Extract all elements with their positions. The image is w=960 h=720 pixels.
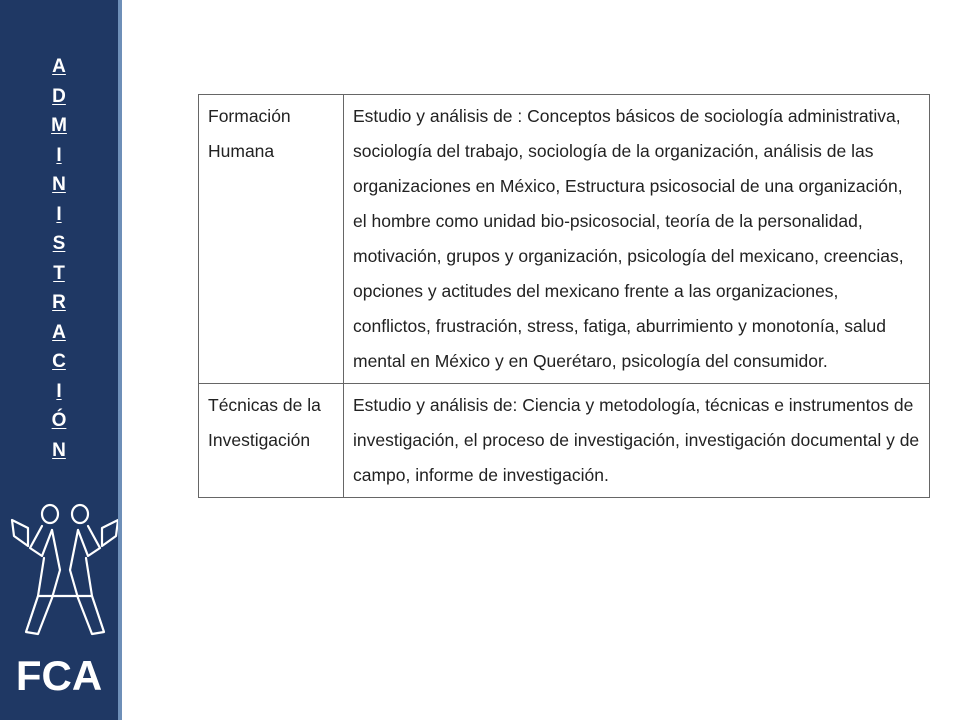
title-letter: M xyxy=(51,115,67,136)
title-letter: I xyxy=(56,203,62,225)
figure-holding-flags-icon xyxy=(8,500,118,640)
title-letter: I xyxy=(56,144,62,166)
title-letter: R xyxy=(52,292,66,313)
title-letter: N xyxy=(52,174,66,195)
content-table xyxy=(198,94,930,498)
title-letter: D xyxy=(52,85,66,107)
vertical-title xyxy=(0,52,118,465)
description-cell: Estudio y análisis de : Conceptos básicos de sociología administrativa, sociología del trabajo, sociología de la organización, análisis de las organizaciones en México, Estructura psicosocial de una organización, el hombre como unidad bio-psicosocial, teoría de la personalidad, motivación, grupos y organización, psicología del mexicano, creencias, opciones y actitudes del mexicano frente a las organizaciones, conflictos, frustración, stress, fatiga, aburrimiento y monotonía, salud mental en México y en Querétaro, psicología del consumidor. xyxy=(344,95,930,384)
title-letter: N xyxy=(52,439,66,461)
title-letter: A xyxy=(52,321,66,343)
title-letter: T xyxy=(53,262,65,284)
description-cell: Estudio y análisis de: Ciencia y metodología, técnicas e instrumentos de investigación, el proceso de investigación, investigación documental y de campo, informe de investigación. xyxy=(344,384,930,498)
title-letter: C xyxy=(52,351,66,372)
table-row xyxy=(199,384,930,498)
title-letter: I xyxy=(56,380,62,402)
topic-cell: Formación Humana xyxy=(199,95,344,384)
brand-label: FCA xyxy=(15,652,103,699)
title-letter: A xyxy=(52,56,66,77)
title-letter: Ó xyxy=(51,410,67,431)
table-row xyxy=(199,95,930,384)
topic-cell: Técnicas de la Investigación xyxy=(199,384,344,498)
sidebar xyxy=(0,0,122,720)
title-letter: S xyxy=(52,233,66,254)
